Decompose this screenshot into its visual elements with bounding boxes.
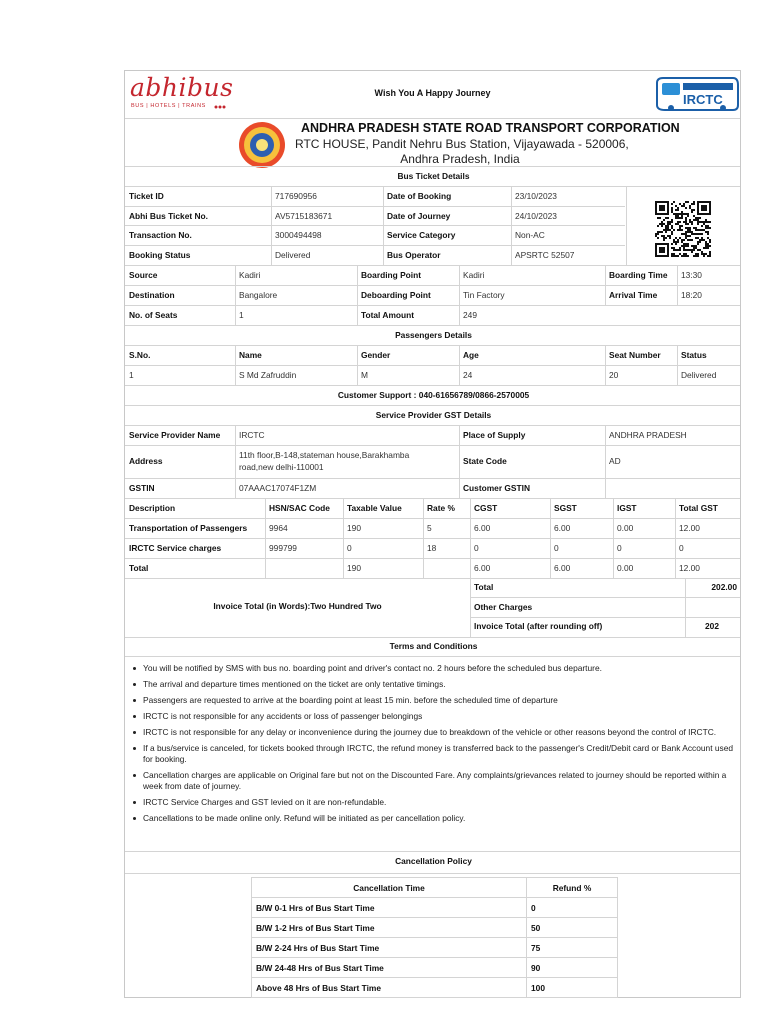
tax-row-rate: 18 xyxy=(427,543,437,553)
tax-row-taxable: 0 xyxy=(347,543,352,553)
tax-header-hsn: HSN/SAC Code xyxy=(269,503,330,513)
state-code: AD xyxy=(609,456,621,466)
boarding-time-label: Boarding Time xyxy=(609,270,668,280)
place-supply: ANDHRA PRADESH xyxy=(609,430,687,440)
provider-name: IRCTC xyxy=(239,430,265,440)
invoice-total-words: Invoice Total (in Words):Two Hundred Two xyxy=(213,601,382,611)
tax-total-total: 12.00 xyxy=(679,563,700,573)
irctc-logo xyxy=(653,75,739,115)
passenger-header-age: Age xyxy=(463,350,479,360)
cancel-time: B/W 0-1 Hrs of Bus Start Time xyxy=(252,898,527,918)
cancellation-section-title: Cancellation Policy xyxy=(395,856,472,866)
passenger-sno: 1 xyxy=(129,370,134,380)
tax-header-description: Description xyxy=(129,503,176,513)
gstin-label: GSTIN xyxy=(129,483,155,493)
tax-total-cgst: 6.00 xyxy=(474,563,491,573)
provider-name-label: Service Provider Name xyxy=(129,430,221,440)
cancel-header-refund: Refund % xyxy=(527,878,618,898)
table-row xyxy=(252,918,618,938)
irctc-label: IRCTC xyxy=(683,92,723,107)
source: Kadiri xyxy=(239,270,261,280)
transaction-label: Transaction No. xyxy=(129,230,192,240)
bus-operator: APSRTC 52507 xyxy=(515,250,575,260)
arrival-time: 18:20 xyxy=(681,290,702,300)
customer-support: Customer Support : 040-61656789/0866-2570005 xyxy=(337,390,530,400)
brand-tagline: BUS | HOTELS | TRAINS xyxy=(131,103,206,109)
tax-header-rate: Rate % xyxy=(427,503,455,513)
bus-ticket xyxy=(124,70,741,998)
bus-operator-label: Bus Operator xyxy=(387,250,441,260)
arrival-time-label: Arrival Time xyxy=(609,290,658,300)
brand-name: abhibus xyxy=(130,73,234,102)
greeting: Wish You A Happy Journey xyxy=(374,88,491,98)
terms-item: If a bus/service is canceled, for tickets booked through IRCTC, the refund money is transferred back to the passenger's Credit/Debit card or Bank Account used for booking. xyxy=(131,743,737,765)
operator-address-line2: Andhra Pradesh, India xyxy=(400,152,520,166)
date-journey: 24/10/2023 xyxy=(515,211,557,221)
service-category-label: Service Category xyxy=(387,230,456,240)
passenger-gender: M xyxy=(361,370,368,380)
tax-header-total: Total GST xyxy=(679,503,718,513)
tax-row-igst: 0 xyxy=(617,543,622,553)
terms-item: IRCTC Service Charges and GST levied on it are non-refundable. xyxy=(131,797,737,808)
total-amount-label: Total Amount xyxy=(361,310,415,320)
tax-header-taxable: Taxable Value xyxy=(347,503,402,513)
abhi-ticket-label: Abhi Bus Ticket No. xyxy=(129,211,208,221)
seats: 1 xyxy=(239,310,244,320)
tax-total-igst: 0.00 xyxy=(617,563,634,573)
source-label: Source xyxy=(129,270,158,280)
cancel-refund: 50 xyxy=(527,918,618,938)
date-booking: 23/10/2023 xyxy=(515,191,557,201)
tax-header-cgst: CGST xyxy=(474,503,498,513)
tax-total-label: Total xyxy=(129,563,149,573)
passenger-name: S Md Zafruddin xyxy=(239,370,297,380)
invoice-rounded: 202 xyxy=(705,621,719,631)
tax-row-sgst: 6.00 xyxy=(554,523,571,533)
terms-item: IRCTC is not responsible for any delay or inconvenience during the journey due to breakdown of the vehicle or other reasons beyond the control of IRCTC. xyxy=(131,727,737,738)
tax-header-igst: IGST xyxy=(617,503,637,513)
tax-row-cgst: 0 xyxy=(474,543,479,553)
passenger-age: 24 xyxy=(463,370,473,380)
boarding-point-label: Boarding Point xyxy=(361,270,422,280)
cancel-refund: 90 xyxy=(527,958,618,978)
total-amount: 249 xyxy=(463,310,477,320)
cancellation-table xyxy=(251,877,618,998)
booking-status-label: Booking Status xyxy=(129,250,191,260)
table-row xyxy=(252,898,618,918)
customer-gstin-label: Customer GSTIN xyxy=(463,483,531,493)
tax-row-hsn: 999799 xyxy=(269,543,297,553)
qr-code xyxy=(655,201,711,257)
tax-row-cgst: 6.00 xyxy=(474,523,491,533)
other-charges-label: Other Charges xyxy=(474,602,533,612)
date-journey-label: Date of Journey xyxy=(387,211,451,221)
destination: Bangalore xyxy=(239,290,278,300)
ticket-section-title: Bus Ticket Details xyxy=(397,171,470,181)
cancel-refund: 0 xyxy=(527,898,618,918)
terms-list xyxy=(131,663,737,829)
abhi-ticket: AV5715183671 xyxy=(275,211,333,221)
seats-label: No. of Seats xyxy=(129,310,178,320)
apsrtc-emblem xyxy=(237,120,287,170)
tax-row-sgst: 0 xyxy=(554,543,559,553)
cancel-time: B/W 24-48 Hrs of Bus Start Time xyxy=(252,958,527,978)
tax-row-description: Transportation of Passengers xyxy=(129,523,248,533)
gst-section-title: Service Provider GST Details xyxy=(375,410,492,420)
tax-row-total: 12.00 xyxy=(679,523,700,533)
tax-row-taxable: 190 xyxy=(347,523,361,533)
table-row xyxy=(252,978,618,998)
address-line1: 11th floor,B-148,stateman house,Barakhamba xyxy=(239,450,410,460)
cancel-time: B/W 1-2 Hrs of Bus Start Time xyxy=(252,918,527,938)
deboarding-point: Tin Factory xyxy=(463,290,505,300)
address-label: Address xyxy=(129,456,163,466)
tax-row-rate: 5 xyxy=(427,523,432,533)
table-row xyxy=(252,938,618,958)
ticket-id-label: Ticket ID xyxy=(129,191,164,201)
table-row xyxy=(252,958,618,978)
invoice-total-label: Total xyxy=(474,582,494,592)
address-line2: road,new delhi-110001 xyxy=(239,462,324,472)
destination-label: Destination xyxy=(129,290,175,300)
service-category: Non-AC xyxy=(515,230,545,240)
state-code-label: State Code xyxy=(463,456,507,466)
date-booking-label: Date of Booking xyxy=(387,191,452,201)
gstin: 07AAAC17074F1ZM xyxy=(239,483,317,493)
cancel-time: B/W 2-24 Hrs of Bus Start Time xyxy=(252,938,527,958)
abhibus-logo xyxy=(130,73,240,113)
operator-name: ANDHRA PRADESH STATE ROAD TRANSPORT CORPORATION xyxy=(301,121,680,135)
tax-row-hsn: 9964 xyxy=(269,523,288,533)
tax-row-igst: 0.00 xyxy=(617,523,634,533)
passengers-section-title: Passengers Details xyxy=(395,330,472,340)
tax-row-description: IRCTC Service charges xyxy=(129,543,222,553)
transaction: 3000494498 xyxy=(275,230,322,240)
cancel-time: Above 48 Hrs of Bus Start Time xyxy=(252,978,527,998)
terms-item: IRCTC is not responsible for any accidents or loss of passenger belongings xyxy=(131,711,737,722)
place-supply-label: Place of Supply xyxy=(463,430,526,440)
terms-section-title: Terms and Conditions xyxy=(389,641,478,651)
brand-dots-icon xyxy=(214,105,228,109)
tax-row-total: 0 xyxy=(679,543,684,553)
passenger-header-seat: Seat Number xyxy=(609,350,661,360)
passenger-header-status: Status xyxy=(681,350,707,360)
tax-total-taxable: 190 xyxy=(347,563,361,573)
booking-status: Delivered xyxy=(275,250,311,260)
terms-item: Cancellation charges are applicable on Original fare but not on the Discounted Fare. Any complaints/grievances related to journey should be reported within a week from date of journey. xyxy=(131,770,737,792)
passenger-header-sno: S.No. xyxy=(129,350,151,360)
passenger-seat: 20 xyxy=(609,370,619,380)
tax-total-sgst: 6.00 xyxy=(554,563,571,573)
invoice-total: 202.00 xyxy=(711,582,737,592)
passenger-header-gender: Gender xyxy=(361,350,391,360)
boarding-point: Kadiri xyxy=(463,270,485,280)
passenger-header-name: Name xyxy=(239,350,262,360)
ticket-id: 717690956 xyxy=(275,191,317,201)
passenger-status: Delivered xyxy=(681,370,717,380)
deboarding-point-label: Deboarding Point xyxy=(361,290,431,300)
boarding-time: 13:30 xyxy=(681,270,702,280)
terms-item: The arrival and departure times mentioned on the ticket are only tentative timings. xyxy=(131,679,737,690)
cancel-refund: 75 xyxy=(527,938,618,958)
operator-address-line1: RTC HOUSE, Pandit Nehru Bus Station, Vijayawada - 520006, xyxy=(295,137,629,151)
terms-item: Cancellations to be made online only. Refund will be initiated as per cancellation policy. xyxy=(131,813,737,824)
tax-header-sgst: SGST xyxy=(554,503,577,513)
cancel-refund: 100 xyxy=(527,978,618,998)
terms-item: Passengers are requested to arrive at the boarding point at least 15 min. before the scheduled time of departure xyxy=(131,695,737,706)
invoice-rounded-label: Invoice Total (after rounding off) xyxy=(474,621,603,631)
cancel-header-time: Cancellation Time xyxy=(252,878,527,898)
terms-item: You will be notified by SMS with bus no. boarding point and driver's contact no. 2 hours before the scheduled bus departure. xyxy=(131,663,737,674)
